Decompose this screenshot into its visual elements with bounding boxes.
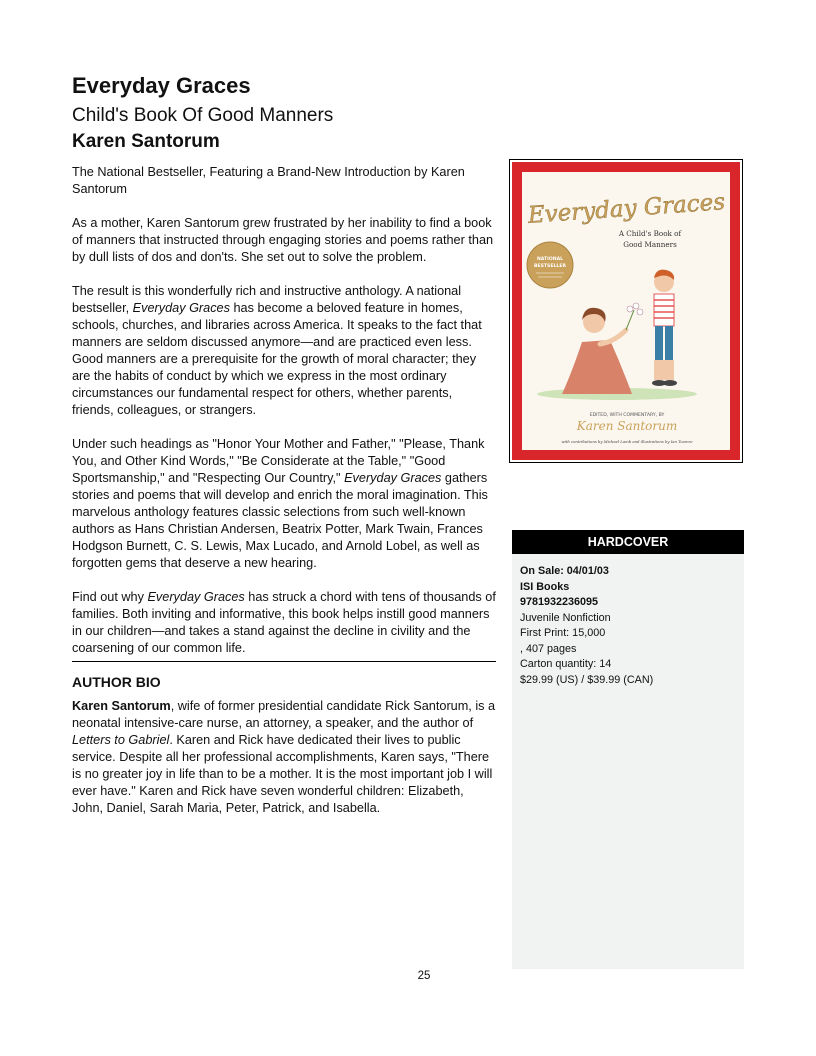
cover-title: Everyday Graces (527, 189, 726, 229)
publisher: ISI Books (520, 580, 570, 593)
author-bio-heading: AUTHOR BIO (72, 674, 161, 690)
product-details (512, 554, 744, 698)
carton-quantity: Carton quantity: 14 (520, 658, 612, 670)
main-column (72, 72, 496, 817)
page-number: 25 (417, 970, 431, 982)
book-cover-image (509, 159, 743, 463)
book-description (72, 164, 496, 657)
cover-subtitle-line1: A Child's Book of (618, 229, 682, 238)
page-count: , 407 pages (520, 642, 577, 655)
product-details-panel (512, 530, 744, 969)
description-paragraph: Under such headings as "Honor Your Mother and Father," "Please, Thank You, and Other Kind Words," "Be Considerate at the Table," "Good Sportsmanship," and "Respecting Our Country," Everyday Graces gathers stories and poems that will develop and enrich the moral imagination. This marvelous anthology features classic selections from such well-known authors as Hans Christian Andersen, Beatrix Potter, Mark Twain, Frances Hodgson Burnett, C. S. Lewis, Max Lucado, and Arnold Lobel, as well as forgotten gems that deserve a new hearing. (72, 437, 488, 570)
book-title: Everyday Graces (72, 73, 251, 98)
cover-page (522, 172, 730, 450)
description-paragraph: The result is this wonderfully rich and instructive anthology. A national bestseller, Everyday Graces has become a beloved feature in homes, schools, churches, and libraries across America. It speaks to the fact that manners are seldom discussed anymore—and are practiced even less. Good manners are a prerequisite for the growth of moral character; they are the habits of conduct by which we express in the most ordinary circumstances our fundamental respect for others, whether parents, friends, colleagues, or strangers. (72, 284, 482, 417)
cover-credits: with contributions by Michael Lamb and illustrations by Ian Toomre (561, 439, 693, 444)
description-paragraph: As a mother, Karen Santorum grew frustrated by her inability to find a book of manners that instructed through engaging stories and poems rather than by dull lists of dos and don'ts. She set out to solve the problem. (72, 216, 494, 264)
badge-line1: NATIONAL (536, 257, 564, 262)
price: $29.99 (US) / $39.99 (CAN) (520, 673, 654, 686)
book-subtitle: Child's Book Of Good Manners (72, 105, 334, 126)
author-bio-text: Karen Santorum, wife of former presidential candidate Rick Santorum, is a neonatal intensive-care nurse, an attorney, a speaker, and the author of Letters to Gabriel. Karen and Rick have dedicated their lives to public service. Despite all her professional accomplishments, Karen says, "There is no greater joy in life than to be a mother. It is the most important job I will ever have." Karen and Rick have seven wonderful children: Elizabeth, John, Daniel, Sarah Maria, Peter, Patrick, and Isabella. (72, 699, 496, 815)
boy-figure (652, 270, 677, 386)
description-paragraph: Find out why Everyday Graces has struck a chord with tens of thousands of families. Both inviting and informative, this book helps instill good manners in our children—and takes a stand against the decline in civility and the coarsening of our common life. (72, 590, 496, 655)
cover-frame (512, 162, 740, 460)
cover-author: Karen Santorum (576, 419, 678, 433)
cover-subtitle-line2: Good Manners (623, 240, 677, 249)
category: Juvenile Nonfiction (520, 611, 611, 624)
flowers (626, 303, 643, 330)
cover-illustration (522, 172, 732, 452)
book-author: Karen Santorum (72, 131, 220, 152)
author-bio (72, 674, 496, 817)
section-divider (72, 661, 496, 662)
badge-line2: BESTSELLER (533, 264, 567, 269)
isbn: 9781932236095 (520, 596, 599, 608)
first-print: First Print: 15,000 (520, 627, 606, 639)
format-heading: HARDCOVER (512, 530, 744, 554)
bestseller-badge (527, 242, 573, 288)
on-sale-date: On Sale: 04/01/03 (520, 565, 609, 577)
cover-edited-line: EDITED, WITH COMMENTARY, BY (589, 413, 665, 418)
description-paragraph: The National Bestseller, Featuring a Brand-New Introduction by Karen Santorum (72, 165, 465, 196)
